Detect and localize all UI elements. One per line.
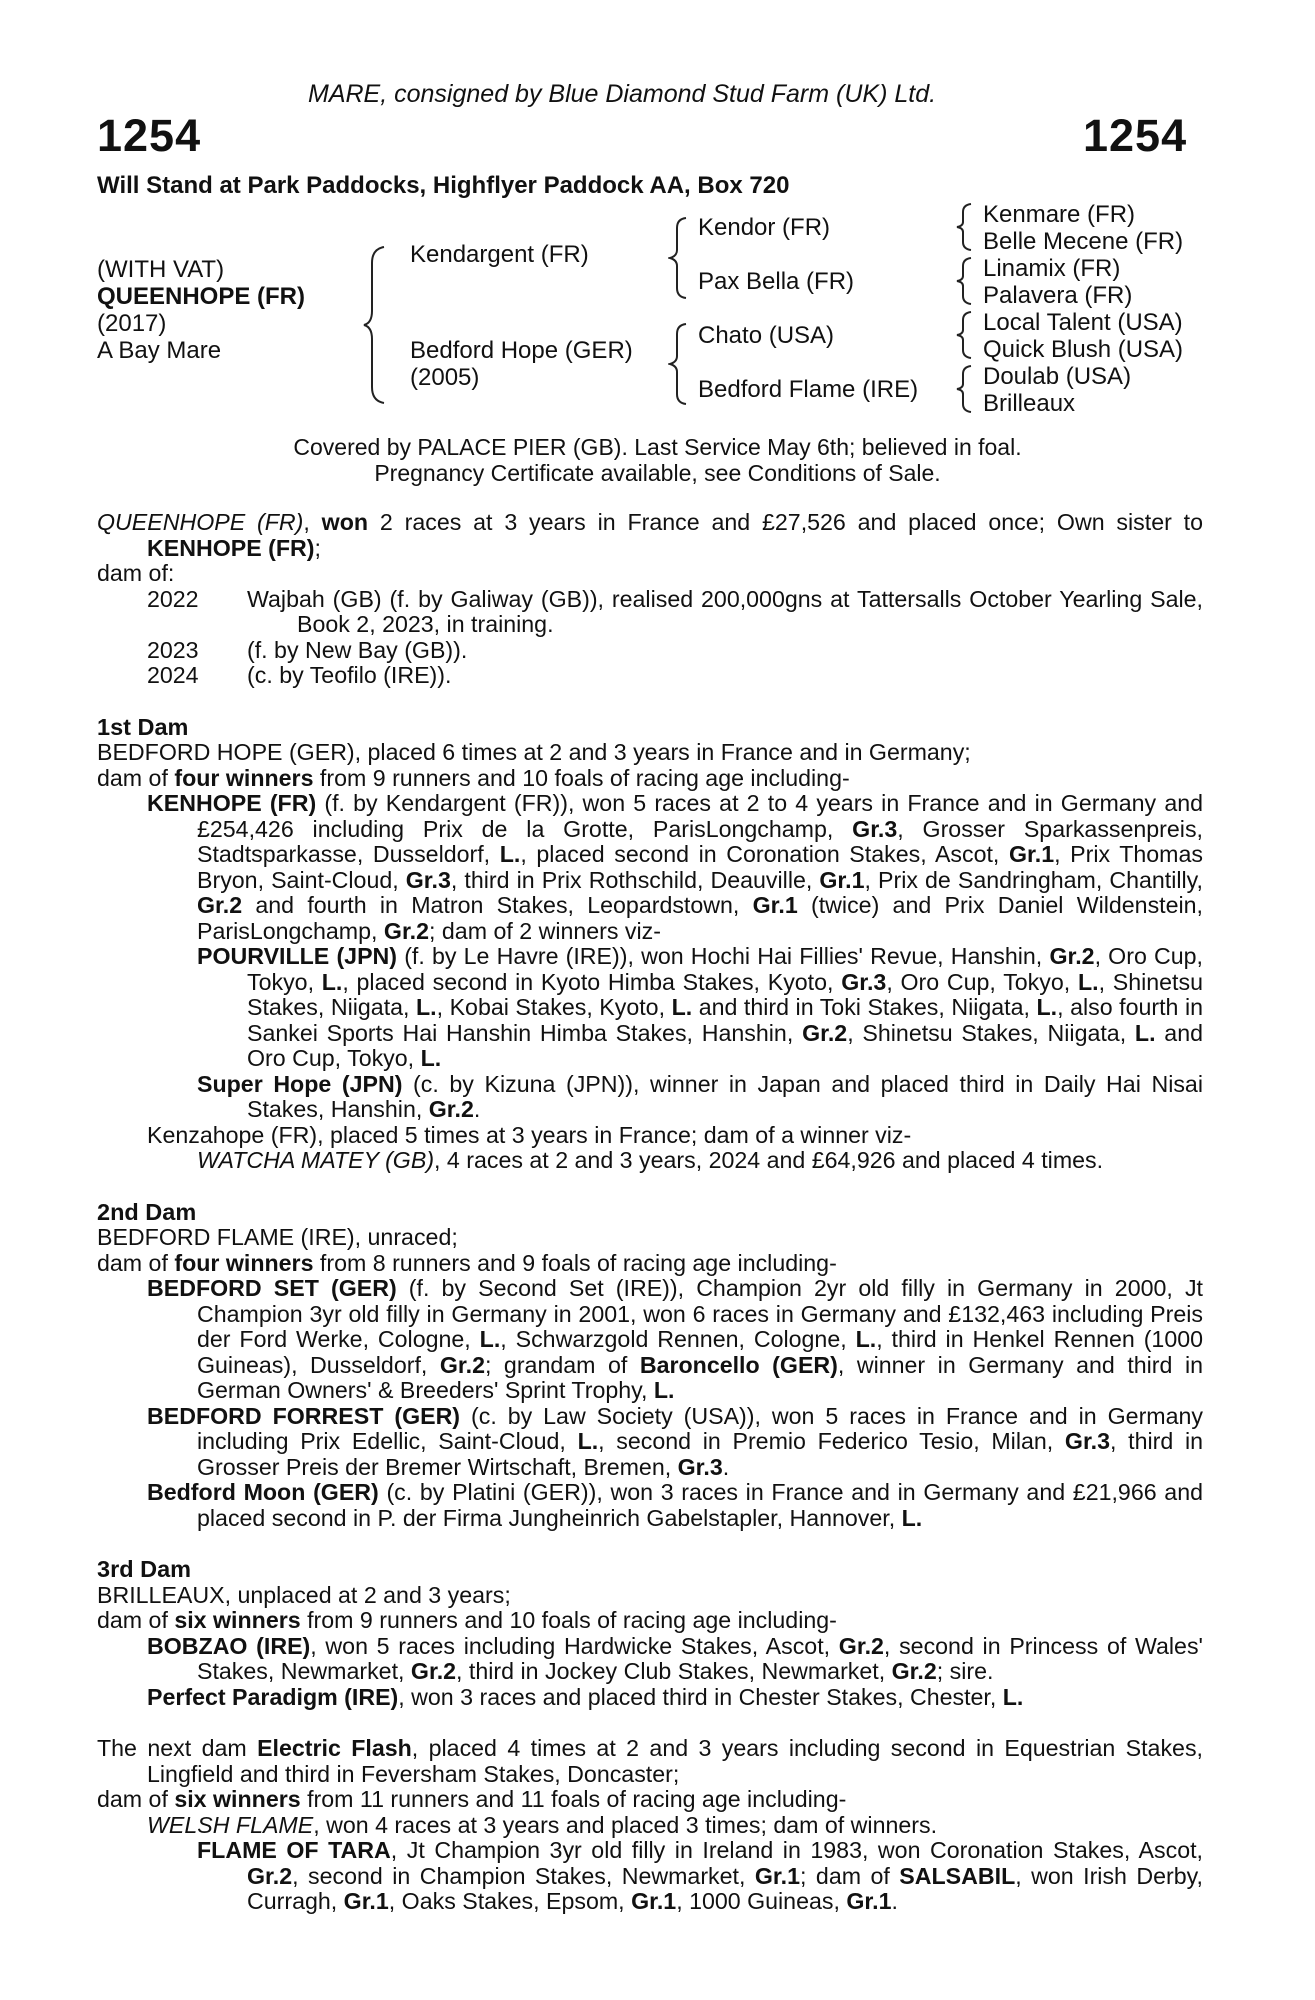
ggs-6: Quick Blush (USA) bbox=[983, 336, 1184, 363]
ggs-5: Local Talent (USA) bbox=[983, 309, 1183, 336]
sire-dam: Pax Bella (FR) bbox=[698, 268, 855, 295]
produce-2023: 2023 (f. by New Bay (GB)). bbox=[147, 636, 468, 663]
pedigree-brace-g3-4 bbox=[955, 364, 975, 414]
kenzahope-entry: Kenzahope (FR), placed 5 times at 3 years in France; dam of a winner viz- bbox=[147, 1121, 912, 1148]
ggs-8: Brilleaux bbox=[983, 390, 1076, 417]
produce-2022: 2022 Wajbah (GB) (f. by Galiway (GB)), realised 200,000gns at Tattersalls October Yearling Sale, Book 2, 2023, in training. bbox=[147, 585, 1203, 637]
welsh-flame-entry: WELSH FLAME, won 4 races at 3 years and placed 3 times; dam of winners. bbox=[147, 1811, 938, 1838]
catalogue-body bbox=[97, 510, 1203, 1915]
dam-year: (2005) bbox=[410, 364, 480, 391]
dam-name: Bedford Hope (GER) bbox=[410, 337, 633, 364]
second-dam-heading: 2nd Dam bbox=[97, 1198, 197, 1225]
pedigree-brace-g3-2 bbox=[955, 256, 975, 306]
consignor-line: MARE, consigned by Blue Diamond Stud Farm (UK) Ltd. bbox=[308, 80, 937, 108]
pregnancy-line: Pregnancy Certificate available, see Conditions of Sale. bbox=[374, 460, 941, 486]
flame-of-tara-entry: FLAME OF TARA, Jt Champion 3yr old filly in Ireland in 1983, won Coronation Stakes, Ascot, Gr.2, second in Champion Stakes, Newmarket, Gr.1; dam of SALSABIL, won Irish Derby, Curragh, Gr.1, Oaks Stakes, Epsom, Gr.1, 1000 Guineas, Gr.1. bbox=[197, 1837, 1203, 1914]
produce-2024: 2024 (c. by Teofilo (IRE)). bbox=[147, 662, 452, 688]
pedigree-brace-dam bbox=[668, 322, 692, 406]
pedigree-brace-g3-1 bbox=[955, 202, 975, 252]
horse-description: A Bay Mare bbox=[97, 337, 222, 364]
third-dam-heading: 3rd Dam bbox=[97, 1556, 192, 1582]
covered-line: Covered by PALACE PIER (GB). Last Service May 6th; believed in foal. bbox=[293, 434, 1022, 460]
ggs-3: Linamix (FR) bbox=[983, 255, 1121, 282]
next-dam-summary: dam of six winners from 11 runners and 11 foals of racing age including- bbox=[97, 1786, 847, 1812]
first-dam-summary: dam of four winners from 9 runners and 10 foals of racing age including- bbox=[97, 764, 850, 791]
sire-sire: Kendor (FR) bbox=[698, 214, 831, 241]
second-dam-line: BEDFORD FLAME (IRE), unraced; bbox=[97, 1224, 458, 1250]
watcha-matey-entry: WATCHA MATEY (GB), 4 races at 2 and 3 years, 2024 and £64,926 and placed 4 times. bbox=[197, 1147, 1104, 1173]
pourville-entry: POURVILLE (JPN) (f. by Le Havre (IRE)), won Hochi Hai Fillies' Revue, Hanshin, Gr.2, Oro Cup, Tokyo, L., placed second in Kyoto Himba Stakes, Kyoto, Gr.3, Oro Cup, Tokyo, L., Shinetsu Stakes, Niigata, L., Kobai Stakes, Kyoto, L. and third in Toki Stakes, Niigata, L., also fourth in Sankei Sports Hai Hanshin Himba Stakes, Hanshin, Gr.2, Shinetsu Stakes, Niigata, L. and Oro Cup, Tokyo, L. bbox=[197, 943, 1203, 1071]
sire-name: Kendargent (FR) bbox=[410, 241, 589, 268]
first-dam-line: BEDFORD HOPE (GER), placed 6 times at 2 and 3 years in France and in Germany; bbox=[97, 739, 971, 765]
third-dam-summary: dam of six winners from 9 runners and 10 foals of racing age including- bbox=[97, 1607, 837, 1633]
lot-number-left: 1254 bbox=[97, 110, 202, 161]
third-dam-line: BRILLEAUX, unplaced at 2 and 3 years; bbox=[97, 1581, 511, 1608]
bedford-set-entry: BEDFORD SET (GER) (f. by Second Set (IRE)), Champion 2yr old filly in Germany in 2000, Jt Champion 3yr old filly in Germany in 2001, won 6 races in Germany and £132,463 including Preis der Ford Werke, Cologne, L., Schwarzgold Rennen, Cologne, L., third in Henkel Rennen (1000 Guineas), Dusseldorf, Gr.2; grandam of Baroncello (GER), winner in Germany and third in German Owners' & Breeders' Sprint Trophy, L. bbox=[147, 1275, 1204, 1403]
bedford-forrest-entry: BEDFORD FORREST (GER) (c. by Law Society (USA)), won 5 races in France and in Germany including Prix Edellic, Saint-Cloud, L., second in Premio Federico Tesio, Milan, Gr.3, third in Grosser Preis der Bremer Wirtschaft, Bremen, Gr.3. bbox=[147, 1402, 1204, 1480]
horse-year: (2017) bbox=[97, 310, 167, 337]
lot-number-right: 1254 bbox=[1083, 110, 1188, 161]
ggs-7: Doulab (USA) bbox=[983, 363, 1132, 390]
pedigree-brace-sire bbox=[668, 216, 692, 300]
bedford-moon-entry: Bedford Moon (GER) (c. by Platini (GER)), won 3 races in France and in Germany and £21,966 and placed second in P. der Firma Jungheinrich Gabelstapler, Hannover, L. bbox=[147, 1479, 1203, 1531]
location-line: Will Stand at Park Paddocks, Highflyer Paddock AA, Box 720 bbox=[97, 172, 790, 199]
vat-label: (WITH VAT) bbox=[97, 256, 225, 283]
race-record: QUEENHOPE (FR), won 2 races at 3 years in France and £27,526 and placed once; Own sister to KENHOPE (FR); bbox=[97, 509, 1203, 561]
first-dam-heading: 1st Dam bbox=[97, 713, 189, 740]
horse-name: QUEENHOPE (FR) bbox=[97, 283, 306, 310]
kenhope-entry: KENHOPE (FR) (f. by Kendargent (FR)), won 5 races at 2 to 4 years in France and in Germany and £254,426 including Prix de la Grotte, ParisLongchamp, Gr.3, Grosser Sparkassenpreis, Stadtsparkasse, Dusseldorf, L., placed second in Coronation Stakes, Ascot, Gr.1, Prix Thomas Bryon, Saint-Cloud, Gr.3, third in Prix Rothschild, Deauville, Gr.1, Prix de Sandringham, Chantilly, Gr.2 and fourth in Matron Stakes, Leopardstown, Gr.1 (twice) and Prix Daniel Wildenstein, ParisLongchamp, Gr.2; dam of 2 winners viz- bbox=[147, 790, 1204, 944]
pedigree-brace-main bbox=[362, 245, 392, 405]
super-hope-entry: Super Hope (JPN) (c. by Kizuna (JPN)), winner in Japan and placed third in Daily Hai Nisai Stakes, Hanshin, Gr.2. bbox=[197, 1070, 1203, 1122]
ggs-1: Kenmare (FR) bbox=[983, 201, 1136, 228]
dam-dam: Bedford Flame (IRE) bbox=[698, 376, 919, 403]
second-dam-summary: dam of four winners from 8 runners and 9 foals of racing age including- bbox=[97, 1249, 837, 1276]
bobzao-entry: BOBZAO (IRE), won 5 races including Hardwicke Stakes, Ascot, Gr.2, second in Princess of Wales' Stakes, Newmarket, Gr.2, third in Jockey Club Stakes, Newmarket, Gr.2; sire. bbox=[147, 1632, 1203, 1684]
pedigree-brace-g3-3 bbox=[955, 310, 975, 360]
dam-of-label: dam of: bbox=[97, 560, 175, 586]
next-dam-line: The next dam Electric Flash, placed 4 times at 2 and 3 years including second in Equestrian Stakes, Lingfield and third in Feversham Stakes, Doncaster; bbox=[97, 1735, 1203, 1787]
dam-sire: Chato (USA) bbox=[698, 322, 835, 349]
ggs-2: Belle Mecene (FR) bbox=[983, 228, 1184, 255]
ggs-4: Palavera (FR) bbox=[983, 282, 1133, 309]
perfect-paradigm-entry: Perfect Paradigm (IRE), won 3 races and placed third in Chester Stakes, Chester, L. bbox=[147, 1683, 1024, 1710]
